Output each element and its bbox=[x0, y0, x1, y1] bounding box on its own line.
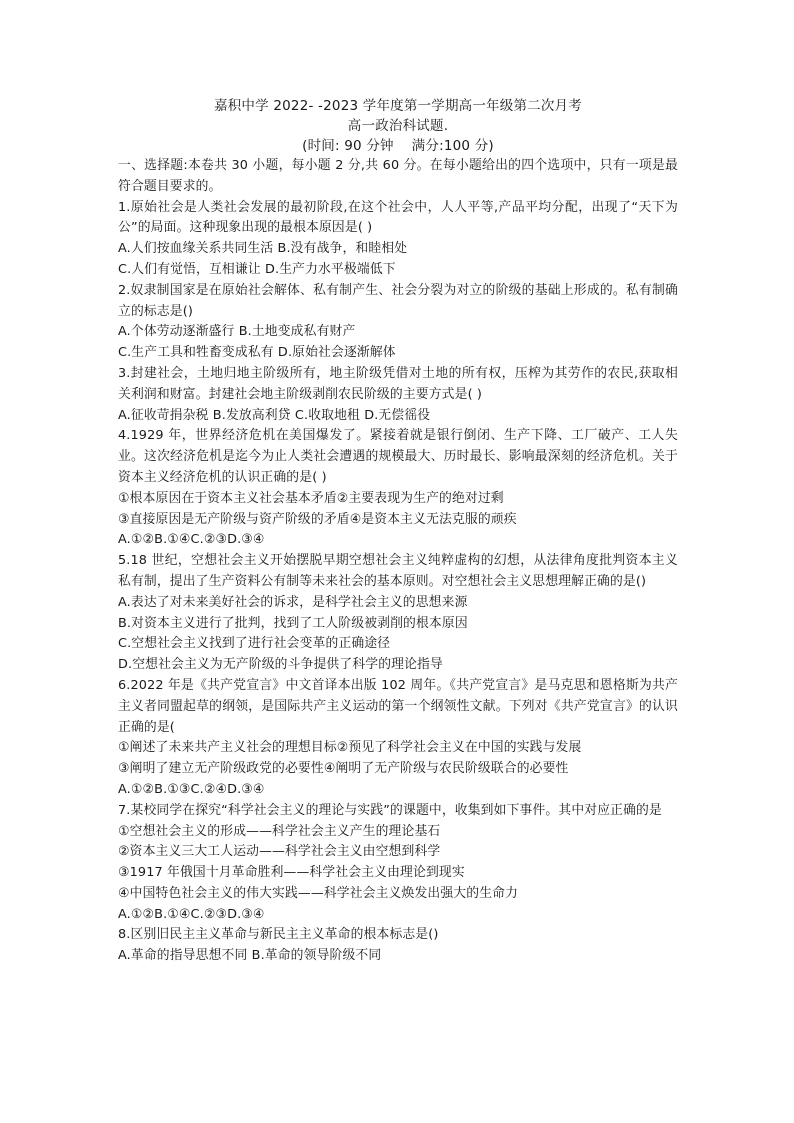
option-line: C.人们有觉悟，互相谦让 D.生产力水平极端低下 bbox=[118, 261, 396, 277]
exam-title: 嘉积中学 2022- -2023 学年度第一学期高一年级第二次月考 bbox=[214, 98, 582, 114]
section-instruction: 一、选择题:本卷共 30 小题，每小题 2 分,共 60 分。在每小题给出的四个选项中，只有一项是最符合题目要求的。 bbox=[118, 158, 678, 194]
option-line: ③阐明了建立无产阶级政党的必要性④阐明了无产阶级与农民阶级联合的必要性 bbox=[118, 761, 569, 777]
question-2 bbox=[118, 281, 678, 364]
question-3 bbox=[118, 364, 678, 426]
question-stem: 6.2022 年是《共产党宣言》中文首译本出版 102 周年。《共产党宣言》是马克思和恩格斯为共产主义者同盟起草的纲领，是国际共产主义运动的第一个纲领性文献。下列对《共产党宣言》的认识正确的是( bbox=[118, 677, 678, 735]
question-stem: 8.区别旧民主主义革命与新民主主义革命的根本标志是() bbox=[118, 927, 439, 943]
option-line: D.空想社会主义为无产阶级的斗争提供了科学的理论指导 bbox=[118, 657, 443, 673]
option-line: ①阐述了未来共产主义社会的理想目标②预见了科学社会主义在中国的实践与发展 bbox=[118, 740, 582, 756]
subject-title: 高一政治科试题. bbox=[347, 118, 449, 134]
option-line: A.革命的指导思想不同 B.革命的领导阶级不同 bbox=[118, 948, 382, 964]
question-7 bbox=[118, 801, 678, 926]
option-line: ①根本原因在于资本主义社会基本矛盾②主要表现为生产的绝对过剩 bbox=[118, 490, 504, 506]
option-line: A.征收苛捐杂税 B.发放高利贷 C.收取地租 D.无偿徭役 bbox=[118, 407, 431, 423]
option-line: A.①②B.①④C.②③D.③④ bbox=[118, 532, 265, 548]
question-1 bbox=[118, 198, 678, 281]
option-line: A.①②B.①③C.②④D.③④ bbox=[118, 781, 265, 797]
question-stem: 1.原始社会是人类社会发展的最初阶段,在这个社会中，人人平等,产品平均分配，出现了“天下为公”的局面。这种现象出现的最根本原因是( ) bbox=[118, 199, 678, 236]
question-5 bbox=[118, 551, 678, 676]
question-stem: 2.奴隶制国家是在原始社会解体、私有制产生、社会分裂为对立的阶级的基础上形成的。私有制确立的标志是() bbox=[118, 282, 678, 319]
question-stem: 4.1929 年，世界经济危机在美国爆发了。紧接着就是银行倒闭、生产下降、工厂破产、工人失业。这次经济危机是迄今为止人类社会遭遇的规模最大、历时最长、影响最深刻的经济危机。关于资本主义经济危机的认识正确的是( ) bbox=[118, 428, 678, 485]
option-line: A.个体劳动逐渐盛行 B.土地变成私有财产 bbox=[118, 324, 356, 340]
question-4 bbox=[118, 426, 678, 551]
question-stem: 5.18 世纪，空想社会主义开始摆脱早期空想社会主义纯粹虚构的幻想，从法律角度批判资本主义私有制，提出了生产资料公有制等未来社会的基本原则。对空想社会主义思想理解正确的是() bbox=[118, 553, 678, 589]
option-line: C.生产工具和牲畜变成私有 D.原始社会逐渐解体 bbox=[118, 345, 396, 361]
time-score-line: (时间: 90 分钟 满分:100 分) bbox=[302, 138, 494, 154]
option-line: C.空想社会主义找到了进行社会变革的正确途径 bbox=[118, 636, 391, 652]
question-stem: 3.封建社会，土地归地主阶级所有，地主阶级凭借对土地的所有权，压榨为其劳作的农民,获取相关利润和财富。封建社会地主阶级剥削农民阶级的主要方式是( ) bbox=[118, 365, 678, 402]
option-line: A.①②B.①④C.②③D.③④ bbox=[118, 906, 265, 922]
exam-page bbox=[118, 96, 678, 967]
question-8 bbox=[118, 925, 678, 967]
option-line: ③直接原因是无产阶级与资产阶级的矛盾④是资本主义无法克服的顽疾 bbox=[118, 511, 517, 527]
option-line: B.对资本主义进行了批判，找到了工人阶级被剥削的根本原因 bbox=[118, 615, 468, 631]
option-line: ①空想社会主义的形成——科学社会主义产生的理论基石 bbox=[118, 823, 441, 839]
option-line: ②资本主义三大工人运动——科学社会主义由空想到科学 bbox=[118, 844, 441, 860]
question-stem: 7.某校同学在探究“科学社会主义的理论与实践”的课题中，收集到如下事件。其中对应正确的是 bbox=[118, 802, 662, 818]
option-line: A.人们按血缘关系共同生活 B.没有战争，和睦相处 bbox=[118, 241, 408, 257]
option-line: A.表达了对未来美好社会的诉求，是科学社会主义的思想来源 bbox=[118, 594, 468, 610]
option-line: ③1917 年俄国十月革命胜利——科学社会主义由理论到现实 bbox=[118, 865, 465, 881]
question-6 bbox=[118, 676, 678, 801]
option-line: ④中国特色社会主义的伟大实践——科学社会主义焕发出强大的生命力 bbox=[118, 885, 519, 901]
